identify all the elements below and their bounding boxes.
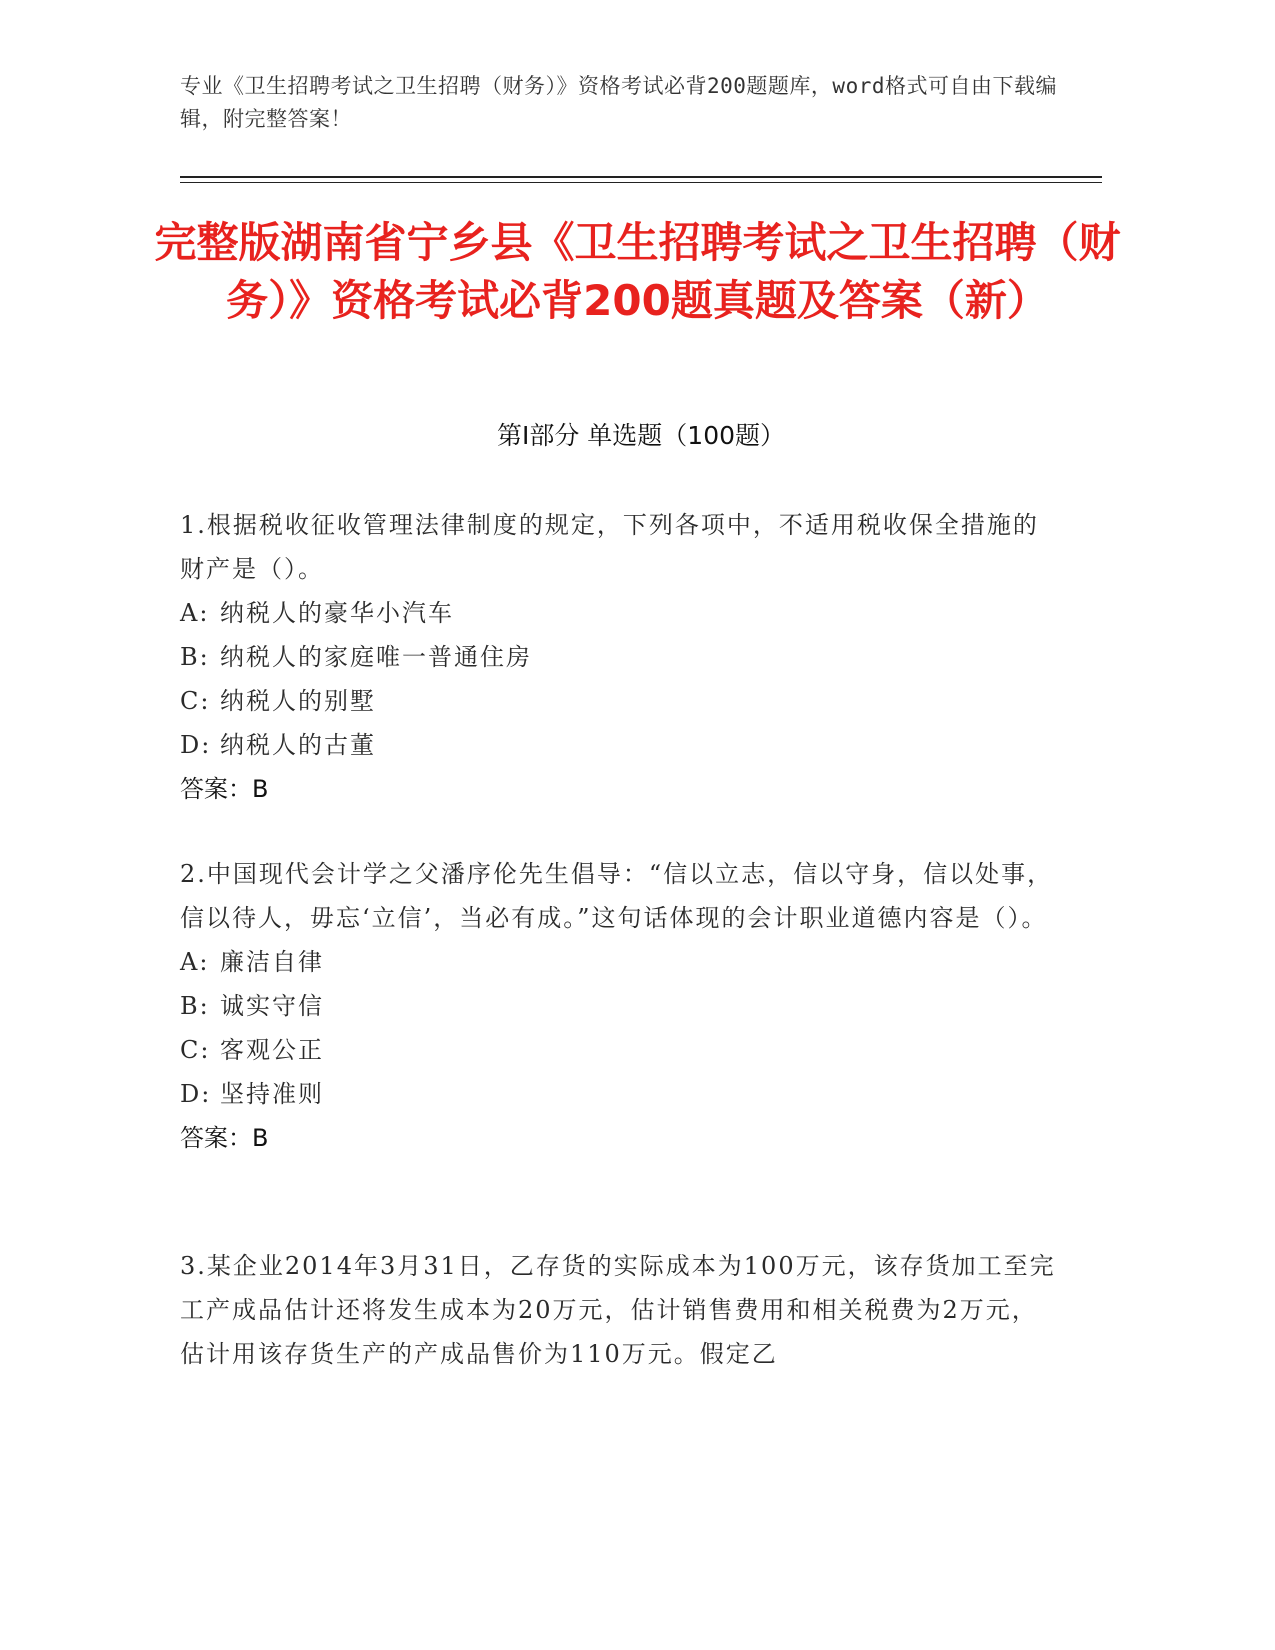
header-rule-thin (180, 182, 1102, 183)
option-key: D: (180, 731, 212, 759)
section-title: 第Ⅰ部分 单选题（100题） (496, 421, 786, 450)
question-3 (180, 1244, 1060, 1376)
option-text: 纳税人的家庭唯一普通住房 (220, 643, 532, 671)
option-text: 廉洁自律 (220, 948, 324, 976)
option-key: A: (180, 948, 210, 976)
question-text: 2.中国现代会计学之父潘序伦先生倡导：“信以立志，信以守身，信以处事，信以待人，毋忘‘立信’，当必有成。”这句话体现的会计职业道德内容是（）。 (180, 860, 1054, 932)
option-text: 客观公正 (220, 1036, 324, 1064)
option-text: 诚实守信 (220, 992, 324, 1020)
option-a (180, 591, 1060, 635)
option-text: 纳税人的豪华小汽车 (220, 599, 454, 627)
answer-line: 答案：B (180, 775, 269, 803)
question-1 (180, 503, 1060, 811)
option-c (180, 679, 1060, 723)
option-d (180, 723, 1060, 767)
question-text: 3.某企业2014年3月31日，乙存货的实际成本为100万元，该存货加工至完工产成品估计还将发生成本为20万元，估计销售费用和相关税费为2万元，估计用该存货生产的产成品售价为110万元。假定乙 (180, 1252, 1056, 1368)
option-text: 纳税人的别墅 (220, 687, 376, 715)
option-a (180, 940, 1060, 984)
option-d (180, 1072, 1060, 1116)
option-key: A: (180, 599, 210, 627)
option-key: C: (180, 1036, 211, 1064)
question-text: 1.根据税收征收管理法律制度的规定，下列各项中，不适用税收保全措施的财产是（）。 (180, 511, 1039, 583)
option-c (180, 1028, 1060, 1072)
option-key: D: (180, 1080, 212, 1108)
header-note: 专业《卫生招聘考试之卫生招聘（财务）》资格考试必背200题题库，word格式可自由下载编辑，附完整答案！ (180, 74, 1057, 131)
option-key: B: (180, 992, 210, 1020)
option-key: B: (180, 643, 210, 671)
question-2 (180, 852, 1060, 1160)
option-key: C: (180, 687, 211, 715)
header-rule-thick (180, 176, 1102, 178)
option-b (180, 984, 1060, 1028)
option-text: 坚持准则 (220, 1080, 324, 1108)
document-title: 完整版湖南省宁乡县《卫生招聘考试之卫生招聘（财务）》资格考试必背200题真题及答案（新） (154, 218, 1121, 325)
option-text: 纳税人的古董 (220, 731, 376, 759)
option-b (180, 635, 1060, 679)
answer-line: 答案：B (180, 1124, 269, 1152)
